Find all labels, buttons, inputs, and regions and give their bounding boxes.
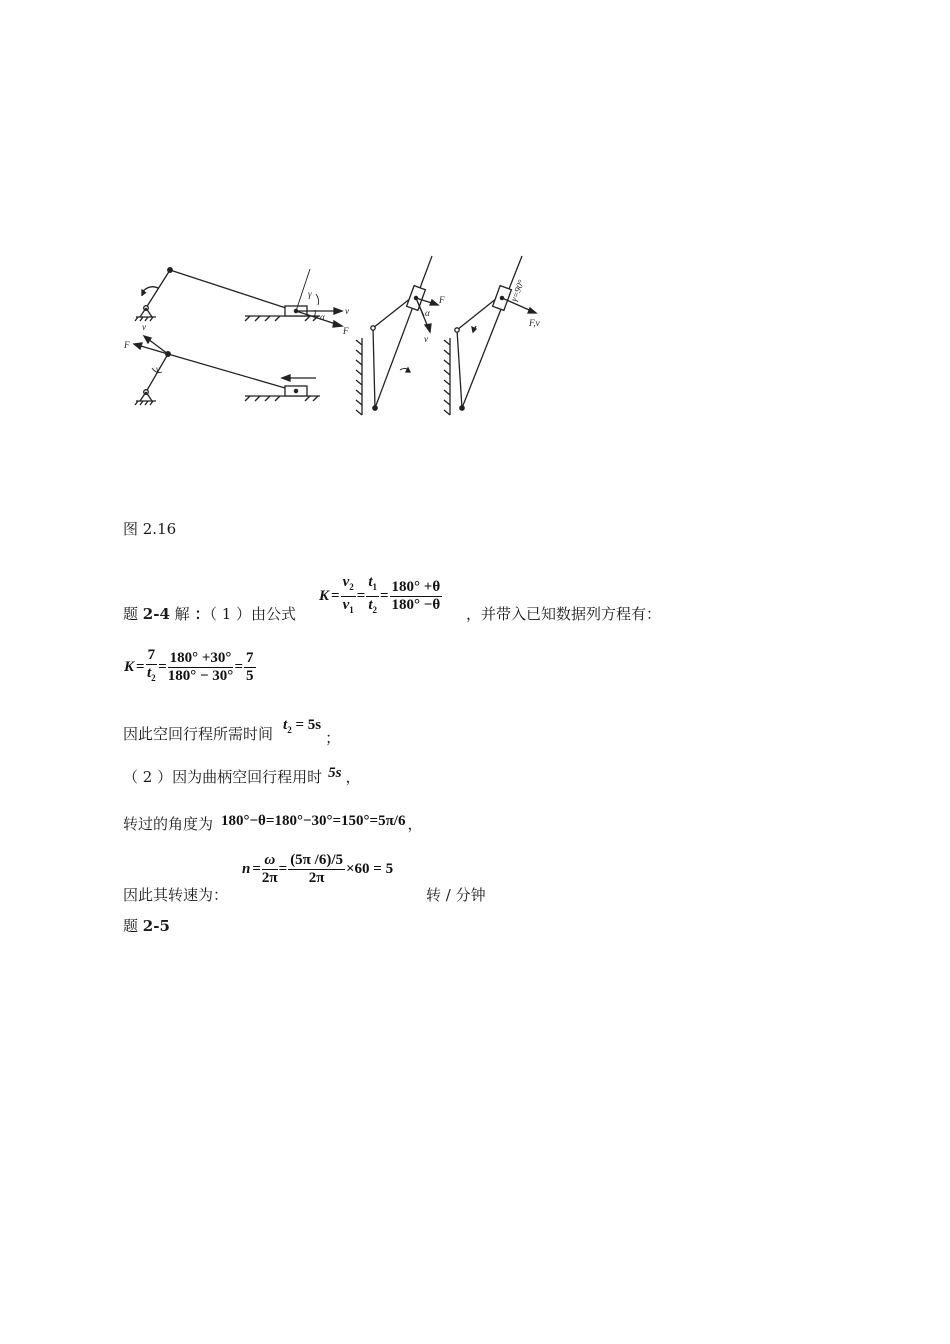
part-1-intro: （ 1 ）由公式 bbox=[209, 605, 297, 623]
fraction-5pi6: $\frac{(5\pi /6)/5}{2\pi}$ bbox=[290, 852, 343, 886]
label-fv-4: F,v bbox=[529, 318, 540, 328]
problem-2-5-heading: 题 2-5 bbox=[123, 917, 170, 935]
fraction-7-t2: $\frac{7}{t_2}$ bbox=[146, 647, 156, 683]
formula-t2-5s: $t_2 = 5s$ bbox=[283, 717, 322, 735]
mechanism-4 bbox=[444, 256, 536, 415]
problem-number: 2-4 bbox=[142, 605, 170, 623]
figure-caption: 图 2.16 bbox=[123, 520, 177, 538]
label-gamma90-4: γ=90° bbox=[508, 278, 527, 303]
fraction-theta: $\frac{180^\circ +\theta}{180^\circ -\theta}$ bbox=[391, 579, 441, 613]
line-return-time: 因此空回行程所需时间 $t_2 = 5s$ ； bbox=[123, 717, 341, 747]
fraction-t1-t2: $\frac{t_1}{t_2}$ bbox=[368, 574, 377, 615]
figure-2-16 bbox=[120, 250, 560, 420]
label-v-3: v bbox=[424, 334, 428, 344]
fraction-210-150: $\frac{180^\circ +30^\circ}{180^\circ - 30^\circ}$ bbox=[167, 649, 234, 684]
speed-unit: 转 / 分钟 bbox=[426, 886, 486, 904]
formula-k: K bbox=[319, 588, 330, 604]
label-alpha-3: α bbox=[425, 308, 430, 318]
problem-prefix: 题 bbox=[123, 605, 143, 623]
label-f-2: F bbox=[124, 340, 130, 350]
formula-k-2: K bbox=[124, 658, 135, 675]
label-v-1: v bbox=[345, 306, 349, 316]
formula-k-values: K = $\frac{7}{t_2}$ = $\frac{180^\circ +30^\circ}{180^\circ - 30^\circ}$ = $\frac{7}{5}$ bbox=[123, 647, 256, 687]
fraction-omega-2pi: $\frac{\omega}{2\pi}$ bbox=[261, 852, 278, 886]
problem-2-4-line-1 bbox=[123, 605, 296, 623]
fraction-7-5: $\frac{7}{5}$ bbox=[246, 649, 254, 684]
mechanism-2 bbox=[134, 336, 320, 405]
label-f-3: F bbox=[439, 295, 445, 305]
part-1-suffix: ，并带入已知数据列方程有： bbox=[466, 605, 662, 623]
formula-speed: n = $\frac{\omega}{2\pi}$ = $\frac{(5\pi /6)/5}{2\pi}$ ×60 = 5 bbox=[242, 852, 394, 886]
line-part-2: （ 2 ）因为曲柄空回行程用时 5s ， bbox=[123, 765, 361, 786]
formula-k-ratio: K = $\frac{v_2}{v_1}$ = $\frac{t_1}{t_2}$ = $\frac{180^\circ +\theta}{180^\circ -\theta}$ bbox=[318, 574, 442, 619]
formula-angle: 180°−θ=180°−30°=150°=5π/6 bbox=[221, 813, 406, 829]
label-f-1: F bbox=[343, 326, 349, 336]
fraction-v2-v1: $\frac{v_2}{v_1}$ bbox=[342, 574, 354, 615]
line-angle: 转过的角度为 180°−θ=180°−30°=150°=5π/6 ， bbox=[123, 813, 423, 833]
formula-5s: 5s bbox=[328, 765, 342, 781]
label-alpha-1: α bbox=[320, 312, 325, 322]
label-gamma-1: γ bbox=[308, 289, 312, 299]
label-v-2: v bbox=[142, 322, 146, 332]
line-speed-label: 因此其转速为： bbox=[123, 886, 229, 904]
problem-jie: 解 bbox=[169, 605, 195, 623]
problem-colon: ： bbox=[194, 605, 210, 623]
label-gamma-2: γ bbox=[156, 364, 160, 374]
